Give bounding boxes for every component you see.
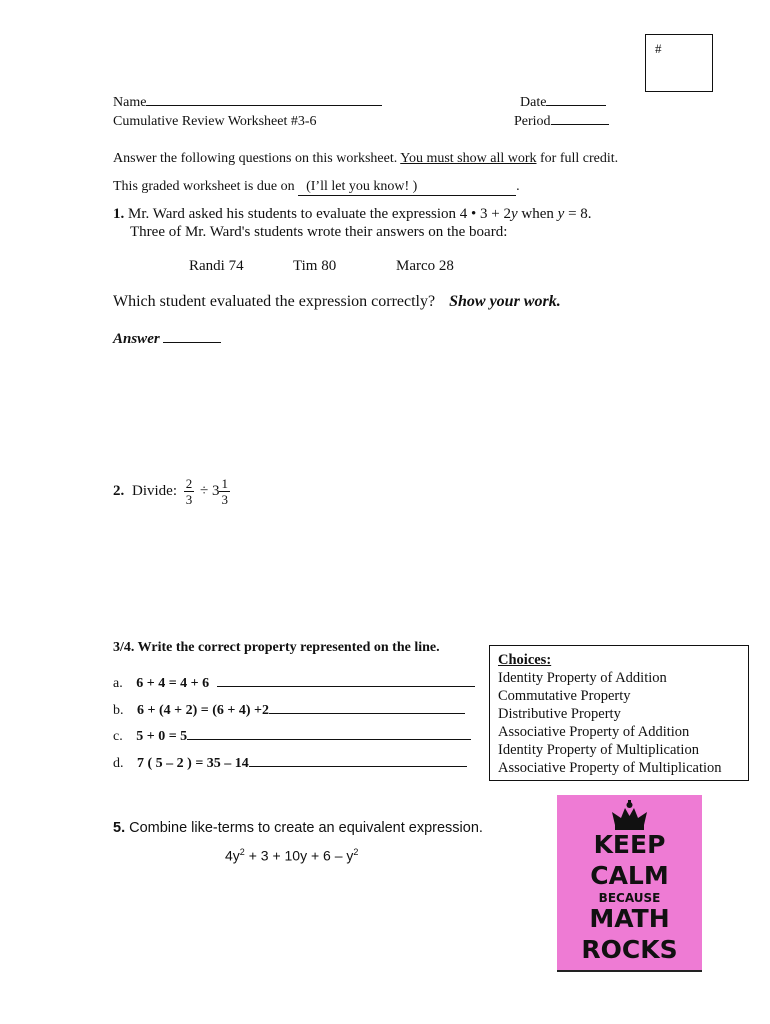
- q5-expr-b: + 3 + 10y + 6 – y: [244, 847, 354, 864]
- choice-item: Distributive Property: [498, 706, 621, 722]
- choice-item: Associative Property of Addition: [498, 724, 690, 740]
- q5-number: 5.: [113, 820, 126, 836]
- q1-line-2: Three of Mr. Ward's students wrote their answers on the board:: [130, 224, 508, 240]
- poster-line-because: BECAUSE: [598, 891, 661, 905]
- name-line[interactable]: [146, 105, 382, 106]
- q1-line-1: [113, 206, 592, 223]
- q1-text-c: = 8.: [564, 206, 592, 222]
- item-letter: d.: [113, 756, 124, 771]
- property-item-d: [113, 756, 467, 772]
- answer-line-a[interactable]: [217, 686, 475, 687]
- number-box: [645, 34, 713, 92]
- fraction-1-numerator: 2: [185, 476, 193, 491]
- q1-answer-field[interactable]: [113, 331, 221, 348]
- student-answer-marco: Marco 28: [396, 258, 454, 274]
- choice-item: Identity Property of Multiplication: [498, 742, 699, 758]
- q1-text-b: when: [517, 206, 558, 222]
- period-line[interactable]: [551, 124, 609, 125]
- choice-item: Commutative Property: [498, 688, 631, 704]
- q5-expr-a: 4y: [225, 847, 240, 864]
- name-label: Name: [113, 95, 147, 110]
- fraction-2-numerator: 1: [221, 476, 228, 491]
- due-period: .: [516, 179, 520, 194]
- answer-line-d[interactable]: [249, 766, 467, 767]
- answer-label: Answer: [113, 331, 160, 347]
- instructions-line-1: [113, 151, 618, 167]
- name-field[interactable]: [113, 95, 382, 111]
- property-item-c: [113, 729, 471, 745]
- q5-text: Combine like-terms to create an equivalent expression.: [125, 820, 483, 836]
- q2-label: Divide:: [132, 483, 177, 499]
- answer-line[interactable]: [163, 342, 221, 343]
- instructions-text-end: for full credit.: [540, 151, 619, 166]
- student-answer-tim: Tim 80: [293, 258, 337, 274]
- property-item-b: [113, 703, 465, 719]
- date-line[interactable]: [546, 105, 606, 106]
- item-letter: b.: [113, 703, 124, 718]
- instructions-line-2: [113, 179, 520, 196]
- due-date-line: [298, 179, 516, 196]
- show-your-work-label: Show your work.: [449, 293, 561, 310]
- choices-box: [489, 645, 749, 781]
- date-label: Date: [520, 95, 547, 110]
- fraction-two-thirds: [184, 476, 195, 507]
- q1-var-2: y: [557, 206, 565, 222]
- answer-line-b[interactable]: [269, 713, 465, 714]
- period-label: Period: [514, 114, 551, 129]
- poster-line-keep: KEEP: [593, 830, 666, 859]
- q1-number: 1.: [113, 206, 125, 222]
- student-answer-randi: Randi 74: [189, 258, 244, 274]
- q1-question-text: Which student evaluated the expression correctly?: [113, 293, 436, 310]
- answer-line-c[interactable]: [187, 739, 471, 740]
- choice-item: Associative Property of Multiplication: [498, 760, 722, 776]
- choices-header: Choices:: [498, 652, 552, 668]
- instructions-text: Answer the following questions on this worksheet.: [113, 151, 398, 166]
- q1-var: y: [511, 206, 518, 222]
- q2: [113, 476, 230, 507]
- q2-number: 2.: [113, 482, 125, 499]
- q5-exponent-1: 2: [239, 847, 245, 857]
- item-expression: 7 ( 5 – 2 ) = 35 – 14: [137, 756, 249, 771]
- choice-item: Identity Property of Addition: [498, 670, 667, 686]
- item-letter: a.: [113, 676, 123, 691]
- fraction-1-denominator: 3: [185, 492, 193, 507]
- date-field[interactable]: [520, 95, 606, 111]
- item-letter: c.: [113, 729, 123, 744]
- due-date-text: (I’ll let you know! ): [306, 179, 418, 194]
- worksheet-title: Cumulative Review Worksheet #3-6: [113, 114, 317, 129]
- q5-expression: [225, 847, 358, 864]
- item-expression: 5 + 0 = 5: [136, 729, 188, 744]
- fraction-one-third: [219, 476, 230, 507]
- poster-line-math: MATH: [589, 904, 670, 933]
- due-text-label: This graded worksheet is due on: [113, 179, 295, 194]
- q5-exponent-2: 2: [353, 847, 359, 857]
- q34-title: 3/4. Write the correct property represented on the line.: [113, 640, 440, 655]
- number-sign: #: [655, 41, 662, 56]
- show-work-emphasis: You must show all work: [400, 151, 537, 166]
- q1-question: [113, 293, 561, 311]
- item-expression: 6 + (4 + 2) = (6 + 4) +2: [137, 703, 270, 718]
- keep-calm-poster: [557, 795, 702, 972]
- poster-line-calm: CALM: [590, 861, 669, 890]
- fraction-2-denominator: 3: [221, 492, 228, 507]
- q1-text: Mr. Ward asked his students to evaluate the expression 4 • 3 + 2: [128, 206, 511, 222]
- property-item-a: [113, 676, 475, 692]
- divide-operator: ÷ 3: [200, 483, 220, 499]
- item-expression: 6 + 4 = 4 + 6: [136, 676, 210, 691]
- poster-line-rocks: ROCKS: [581, 935, 678, 964]
- period-field[interactable]: [514, 114, 609, 130]
- q5-prompt: [113, 820, 483, 836]
